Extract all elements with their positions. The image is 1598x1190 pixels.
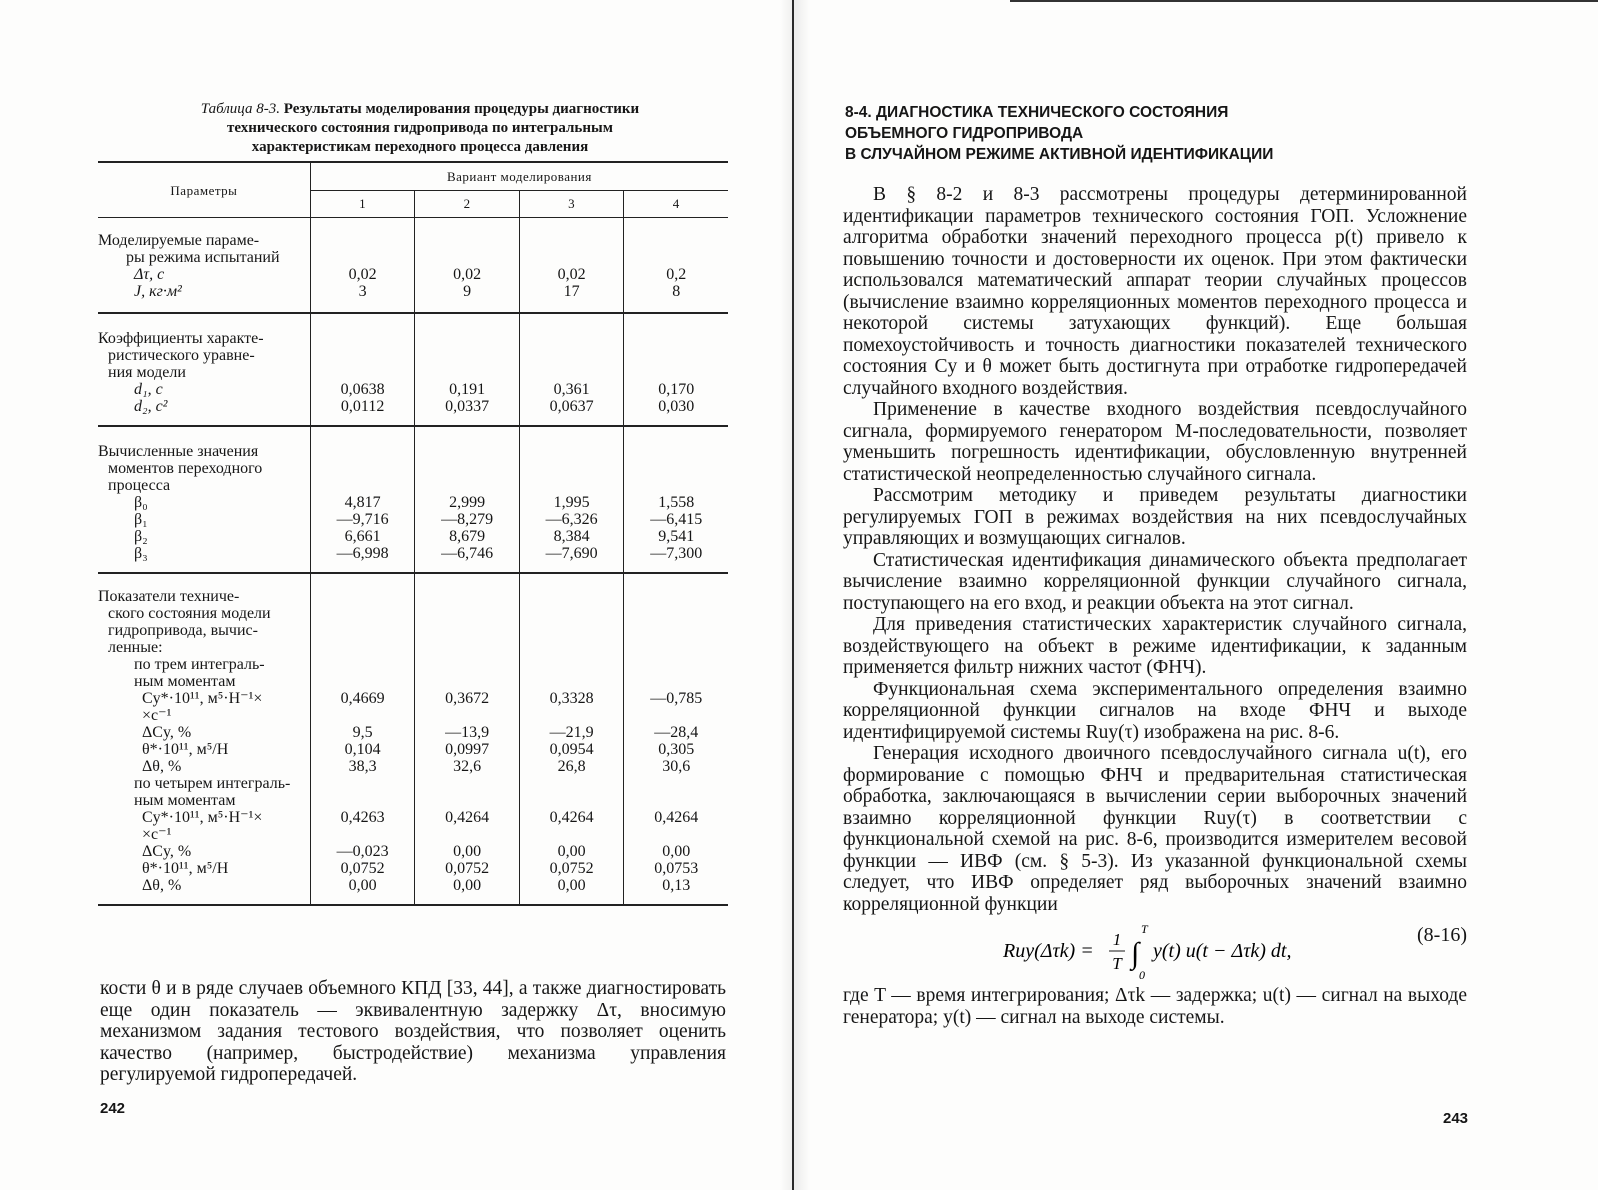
param-text: по четырем интеграль- — [134, 775, 291, 792]
table-row — [98, 313, 728, 426]
formula-svg — [1003, 923, 1323, 981]
formula-expression — [1003, 923, 1323, 987]
paragraph: Генерация исходного двоичного псевдослучайного сигнала u(t), его формирование с помощью ФНЧ и предварительная статистическая обработка, заключающаяся в вычислении серии выборочных значений взаимно корреляционной функции Ruy(τ) в соответствии с функциональной схемой на рис. 8-6, производится измерителем весовой функции — ИВФ (см. § 5-3). Из указанной функциональной схемы следует, что ИВФ определяет ряд выборочных значений взаимно корреляционной функции — [843, 743, 1467, 915]
param-text: Моделируемые параме- — [98, 232, 260, 249]
param-text: гидропривода, вычис- — [108, 622, 258, 639]
value-cell: 0,0112 — [340, 398, 385, 415]
value-cell: 0,0753 — [654, 860, 699, 877]
value-cell: 0,4264 — [549, 809, 594, 826]
value-cell: 32,6 — [453, 758, 482, 775]
param-label: Cy*·10¹¹, м⁵·Н⁻¹× — [142, 809, 263, 826]
paragraph: Статистическая идентификация динамического объекта предполагает вычисление взаимно корреляционной функции случайного сигнала, поступающего на его вход, и реакции объекта на этот сигнал. — [843, 549, 1467, 614]
formula-integrand: y(t) u(t − Δτk) dt, — [1153, 940, 1292, 962]
header-variant-3: 3 — [519, 190, 624, 218]
table-row — [98, 573, 728, 905]
paragraph: где T — время интегрирования; Δτk — задержка; u(t) — сигнал на выходе генератора; y(t) — сигнал на выходе системы. — [843, 985, 1467, 1028]
value-cell: 6,661 — [344, 528, 381, 545]
value-cell: 0,0954 — [549, 741, 594, 758]
value-cell: —8,279 — [441, 511, 494, 528]
param-text: ристического уравне- — [108, 347, 255, 364]
value-cell: 0,0752 — [340, 860, 385, 877]
param-label: ΔCy, % — [142, 724, 192, 741]
header-variant-1: 1 — [310, 190, 415, 218]
value-cell: 0,4264 — [654, 809, 699, 826]
param-label: ×с⁻¹ — [142, 826, 172, 843]
table-row — [98, 426, 728, 573]
section-title-line: В СЛУЧАЙНОМ РЕЖИМЕ АКТИВНОЙ ИДЕНТИФИКАЦИИ — [845, 146, 1274, 163]
param-label: ×с⁻¹ — [142, 707, 172, 724]
value-cell: —6,326 — [545, 511, 598, 528]
value-cell: 0,2 — [666, 266, 687, 283]
value-cell: 0,00 — [348, 877, 377, 894]
value-cell: 26,8 — [557, 758, 586, 775]
param-label: Cy*·10¹¹, м⁵·Н⁻¹× — [142, 690, 263, 707]
value-cell: 0,02 — [557, 266, 586, 283]
value-cell: 0,00 — [453, 843, 482, 860]
value-cell: —6,746 — [441, 545, 494, 562]
param-label: Δθ, % — [142, 758, 182, 775]
param-label: J, кг·м² — [134, 283, 182, 300]
value-cell: 3 — [358, 283, 367, 300]
param-text: ленные: — [108, 639, 163, 656]
value-cell: 0,00 — [557, 843, 586, 860]
paragraph: Функциональная схема экспериментального определения взаимно корреляционной функции сигналов на входе ФНЧ и выходе идентифицируемой системы Ruy(τ) изображена на рис. 8-6. — [843, 678, 1467, 743]
caption-label: Таблица 8-3. — [200, 101, 280, 117]
paragraph: Для приведения статистических характеристик случайного сигнала, воздействующего на объект в режиме идентификации, к заданным применяется фильтр нижних частот (ФНЧ). — [843, 614, 1467, 678]
value-cell: 9,541 — [658, 528, 695, 545]
value-cell: —6,998 — [336, 545, 389, 562]
value-cell: 0,104 — [344, 741, 381, 758]
value-cell: 8 — [672, 283, 681, 300]
value-cell: 0,0637 — [549, 398, 594, 415]
table-caption — [100, 100, 740, 157]
header-params: Параметры — [98, 162, 310, 218]
param-label: ΔCy, % — [142, 843, 192, 860]
param-label: Δτ, с — [134, 266, 165, 283]
value-cell: 0,4264 — [445, 809, 490, 826]
value-cell: —6,415 — [650, 511, 703, 528]
caption-line-1: Результаты моделирования процедуры диагностики — [283, 101, 640, 117]
right-body — [843, 184, 1467, 1028]
value-cell: 0,0752 — [445, 860, 490, 877]
param-text: Вычисленные значения — [98, 443, 259, 460]
section-title-line: ОБЪЕМНОГО ГИДРОПРИВОДА — [845, 125, 1084, 142]
value-cell: —13,9 — [445, 724, 490, 741]
value-cell: 17 — [563, 283, 580, 300]
value-cell: —28,4 — [654, 724, 699, 741]
param-text: ным моментам — [134, 673, 236, 690]
param-label: Δθ, % — [142, 877, 182, 894]
value-cell: 0,305 — [658, 741, 695, 758]
paragraph: Применение в качестве входного воздействия псевдослучайного сигнала, формируемого генератором М-последовательности, позволяет уменьшить погрешность идентификации, обусловленную внутренней статистической неопределенностью случайного сигнала. — [843, 399, 1467, 485]
page-number-right: 243 — [1443, 1110, 1469, 1127]
section-title-line: 8-4. ДИАГНОСТИКА ТЕХНИЧЕСКОГО СОСТОЯНИЯ — [845, 104, 1229, 121]
caption-line-2: технического состояния гидропривода по интегральным — [227, 120, 613, 136]
param-text: ры режима испытаний — [126, 249, 280, 266]
value-cell: 9,5 — [352, 724, 373, 741]
value-cell: 0,3328 — [549, 690, 594, 707]
value-cell: 8,384 — [553, 528, 590, 545]
value-cell: 0,4669 — [340, 690, 385, 707]
value-cell: 0,02 — [453, 266, 482, 283]
value-cell: 0,030 — [658, 398, 695, 415]
value-cell: —0,023 — [336, 843, 389, 860]
param-text: Коэффициенты характе- — [98, 330, 264, 347]
value-cell: 9 — [463, 283, 472, 300]
gutter-shadow — [780, 0, 810, 1190]
header-variant-4: 4 — [624, 190, 728, 218]
value-cell: —7,300 — [650, 545, 703, 562]
param-text: по трем интеграль- — [134, 656, 265, 673]
param-text: ского состояния модели — [108, 605, 271, 622]
results-table — [98, 161, 728, 906]
param-text: моментов переходного — [108, 460, 263, 477]
param-label: β₀ — [134, 494, 148, 511]
value-cell: 0,13 — [662, 877, 691, 894]
formula-int-upper: T — [1141, 922, 1148, 936]
integral-sign: ∫ — [1131, 937, 1140, 970]
value-cell: 0,191 — [449, 381, 486, 398]
value-cell: 0,361 — [553, 381, 590, 398]
param-label: d₁, с — [134, 381, 163, 398]
value-cell: 30,6 — [662, 758, 691, 775]
value-cell: 1,558 — [658, 494, 695, 511]
value-cell: 8,679 — [449, 528, 486, 545]
table-row — [98, 218, 728, 314]
paragraph: Рассмотрим методику и приведем результаты диагностики регулируемых ГОП в режимах воздействия на них псевдослучайных управляющих и возмущающих сигналов. — [843, 485, 1467, 549]
value-cell: —7,690 — [545, 545, 598, 562]
value-cell: 0,0638 — [340, 381, 385, 398]
value-cell: 1,995 — [553, 494, 590, 511]
value-cell: —9,716 — [336, 511, 389, 528]
value-cell: 0,00 — [557, 877, 586, 894]
value-cell: 0,02 — [348, 266, 377, 283]
value-cell: 0,0752 — [549, 860, 594, 877]
left-body-paragraph: кости θ и в ряде случаев объемного КПД [33, 44], а также диагностировать еще один показатель — эквивалентную задержку Δτ, вносимую механизмом задания тестового воздействия, что позволяет оценить качество (например, быстродействие) механизма управления регулируемой гидропередачей. — [100, 978, 726, 1085]
value-cell: 0,00 — [453, 877, 482, 894]
value-cell: 4,817 — [344, 494, 381, 511]
param-label: β₁ — [134, 511, 148, 528]
value-cell: 0,0337 — [445, 398, 490, 415]
param-label: θ*·10¹¹, м⁵/Н — [142, 860, 229, 877]
value-cell: 2,999 — [449, 494, 486, 511]
paragraph: В § 8-2 и 8-3 рассмотрены процедуры детерминированной идентификации параметров технического состояния ГОП. Усложнение алгоритма обработки значений переходного процесса p(t) привело к повышению точности и достоверности их оценок. При этом фактически использовался математический аппарат теории случайных процессов (вычисление взаимно корреляционных моментов переходного процесса и некоторой системы затухающих функций). Еще большая помехоустойчивость и точность диагностики показателей технического состояния Cy и θ может быть достигнута при отработке гидропередачей случайного входного воздействия. — [843, 184, 1467, 399]
value-cell: 0,4263 — [340, 809, 385, 826]
value-cell: 0,170 — [658, 381, 695, 398]
param-label: β₂ — [134, 528, 148, 545]
param-label: β₃ — [134, 545, 148, 562]
value-cell: 38,3 — [348, 758, 377, 775]
value-cell: —0,785 — [650, 690, 703, 707]
header-variant-group: Вариант моделирования — [310, 162, 728, 190]
page-number-left: 242 — [100, 1100, 126, 1117]
param-text: ния модели — [108, 364, 186, 381]
section-title — [845, 102, 1465, 165]
formula-frac-num: 1 — [1112, 930, 1122, 949]
param-label: θ*·10¹¹, м⁵/Н — [142, 741, 229, 758]
param-text: процесса — [108, 477, 171, 494]
param-text: Показатели техниче- — [98, 588, 240, 605]
param-text: ным моментам — [134, 792, 236, 809]
header-variant-2: 2 — [415, 190, 520, 218]
value-cell: —21,9 — [549, 724, 594, 741]
value-cell: 0,3672 — [445, 690, 490, 707]
value-cell: 0,00 — [662, 843, 691, 860]
formula-lhs: Ruy(Δτk) = — [1003, 940, 1094, 962]
formula-8-16 — [843, 917, 1467, 981]
book-gutter — [792, 0, 794, 1190]
value-cell: 0,0997 — [445, 741, 490, 758]
param-label: d₂, с² — [134, 398, 168, 415]
formula-frac-den: T — [1112, 954, 1122, 973]
caption-line-3: характеристикам переходного процесса давления — [251, 139, 589, 155]
scan-edge-line — [1010, 0, 1598, 2]
formula-number: (8-16) — [1417, 924, 1467, 946]
formula-int-lower: 0 — [1139, 968, 1145, 982]
